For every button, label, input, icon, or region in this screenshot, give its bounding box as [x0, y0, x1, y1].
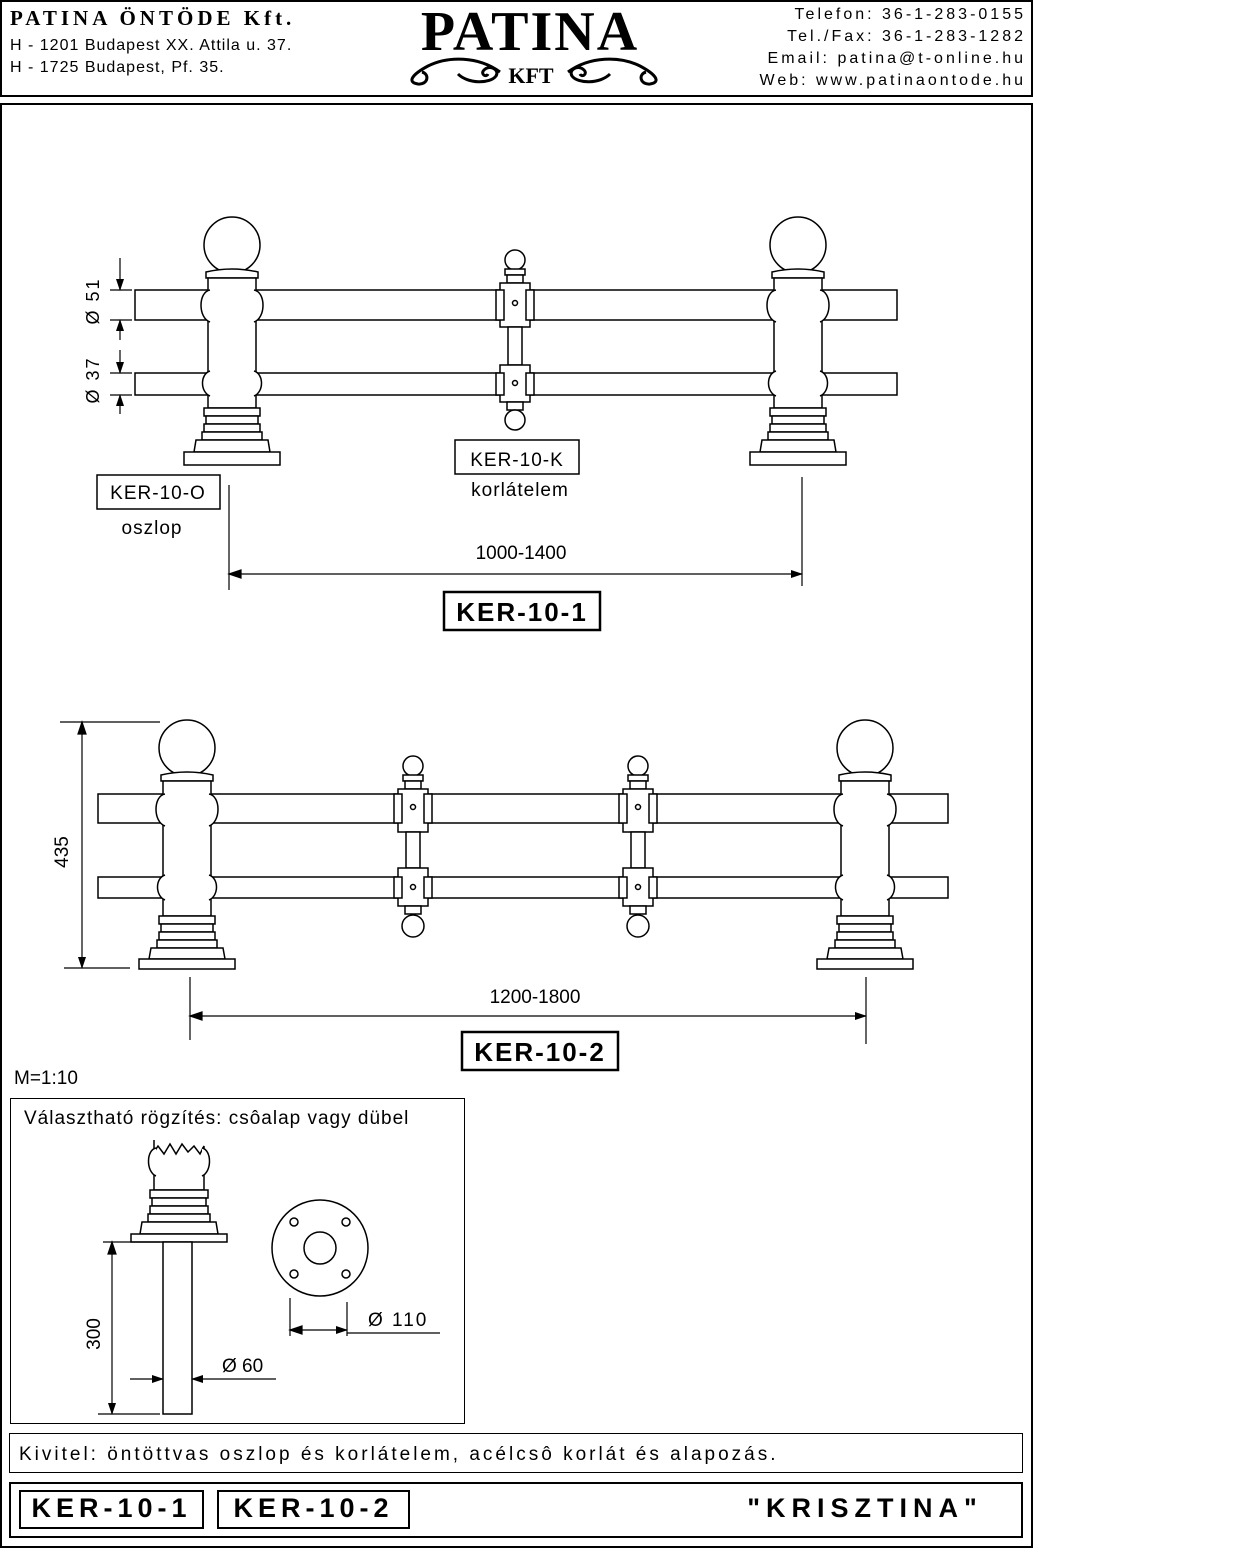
company-name: PATINA ÖNTÖDE Kft.: [10, 6, 296, 30]
note-text: Kivitel: öntöttvas oszlop és korlátelem, acélcsô korlát és alapozás.: [19, 1444, 779, 1465]
web-line: Web: www.patinaontode.hu: [759, 72, 1026, 89]
fixing-detail-frame: [10, 1098, 465, 1424]
footer-code-1: KER-10-1: [31, 1493, 192, 1523]
brand-logo-sub: KFT: [508, 63, 554, 88]
dim-top-rail-label: Ø 51: [83, 277, 103, 325]
address-line-1: H - 1201 Budapest XX. Attila u. 37.: [10, 37, 293, 54]
depth-label: 300: [84, 1318, 105, 1350]
span-2-label: 1200-1800: [489, 987, 581, 1008]
scale-label: M=1:10: [14, 1068, 78, 1089]
title-1-label: KER-10-1: [456, 597, 588, 627]
span-1-label: 1000-1400: [475, 543, 567, 564]
post-left-1: [184, 217, 280, 465]
product-name: "KRISZTINA": [747, 1493, 983, 1523]
fixing-title: Választható rögzítés: csôalap vagy dübel: [24, 1108, 410, 1129]
railing-element-2a: [394, 756, 432, 937]
brand-logo-text: PATINA: [420, 1, 640, 63]
railing-element-1: [496, 250, 534, 430]
phone-line: Telefon: 36-1-283-0155: [794, 6, 1026, 23]
address-line-2: H - 1725 Budapest, Pf. 35.: [10, 59, 225, 76]
post-right-1: [750, 217, 846, 465]
title-2-label: KER-10-2: [474, 1037, 606, 1067]
element-label: korlátelem: [471, 480, 569, 501]
plate-diameter-label: Ø 110: [368, 1310, 429, 1331]
railing-ker-10-1: [135, 217, 897, 465]
post-left-2: [139, 720, 235, 969]
tube-diameter-label: Ø 60: [222, 1356, 264, 1377]
email-line: Email: patina@t-online.hu: [767, 50, 1026, 67]
height-label: 435: [52, 836, 73, 868]
dim-bottom-rail-label: Ø 37: [83, 356, 103, 404]
fax-line: Tel./Fax: 36-1-283-1282: [787, 28, 1026, 45]
railing-element-2b: [619, 756, 657, 937]
footer-code-2: KER-10-2: [233, 1493, 394, 1523]
element-code-label: KER-10-K: [470, 450, 564, 471]
post-code-label: KER-10-O: [110, 483, 206, 504]
post-right-2: [817, 720, 913, 969]
railing-ker-10-2: [98, 720, 948, 969]
post-label: oszlop: [121, 518, 183, 539]
